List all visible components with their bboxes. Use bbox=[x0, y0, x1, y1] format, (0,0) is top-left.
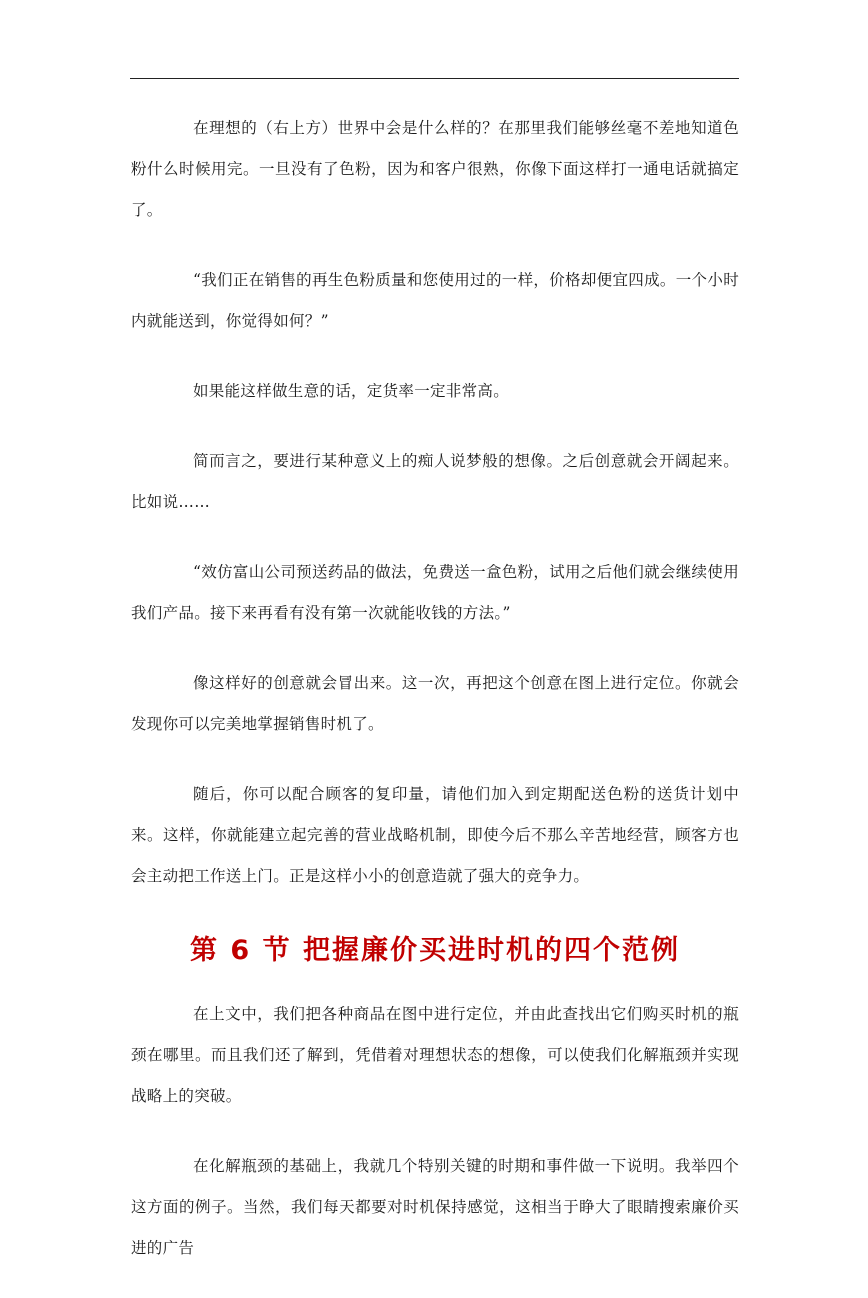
paragraph: “效仿富山公司预送药品的做法，免费送一盒色粉，试用之后他们就会继续使用我们产品。接下来再看有没有第一次就能收钱的方法。” bbox=[131, 563, 739, 622]
section-heading: 第 6 节 把握廉价买进时机的四个范例 bbox=[190, 935, 680, 966]
paragraph: 随后，你可以配合顾客的复印量，请他们加入到定期配送色粉的送货计划中来。这样，你就能建立起完善的营业战略机制，即使今后不那么辛苦地经营，顾客方也会主动把工作送上门。正是这样小小的创意造就了强大的竞争力。 bbox=[131, 785, 739, 885]
paragraph: 在上文中，我们把各种商品在图中进行定位，并由此查找出它们购买时机的瓶颈在哪里。而且我们还了解到，凭借着对理想状态的想像，可以使我们化解瓶颈并实现战略上的突破。 bbox=[131, 1005, 739, 1105]
paragraph: 如果能这样做生意的话，定货率一定非常高。 bbox=[193, 382, 510, 400]
document-body bbox=[131, 108, 739, 1298]
header-rule bbox=[130, 78, 739, 79]
paragraph: 像这样好的创意就会冒出来。这一次，再把这个创意在图上进行定位。你就会发现你可以完美地掌握销售时机了。 bbox=[131, 674, 739, 733]
paragraph: 在化解瓶颈的基础上，我就几个特别关键的时期和事件做一下说明。我举四个这方面的例子。当然，我们每天都要对时机保持感觉，这相当于睁大了眼睛搜索廉价买进的广告 bbox=[131, 1157, 739, 1257]
paragraph: 在理想的（右上方）世界中会是什么样的？在那里我们能够丝毫不差地知道色粉什么时候用完。一旦没有了色粉，因为和客户很熟，你像下面这样打一通电话就搞定了。 bbox=[131, 119, 739, 219]
paragraph: “我们正在销售的再生色粉质量和您使用过的一样，价格却便宜四成。一个小时内就能送到，你觉得如何？” bbox=[131, 271, 739, 330]
paragraph: 简而言之，要进行某种意义上的痴人说梦般的想像。之后创意就会开阔起来。比如说…… bbox=[131, 452, 739, 511]
